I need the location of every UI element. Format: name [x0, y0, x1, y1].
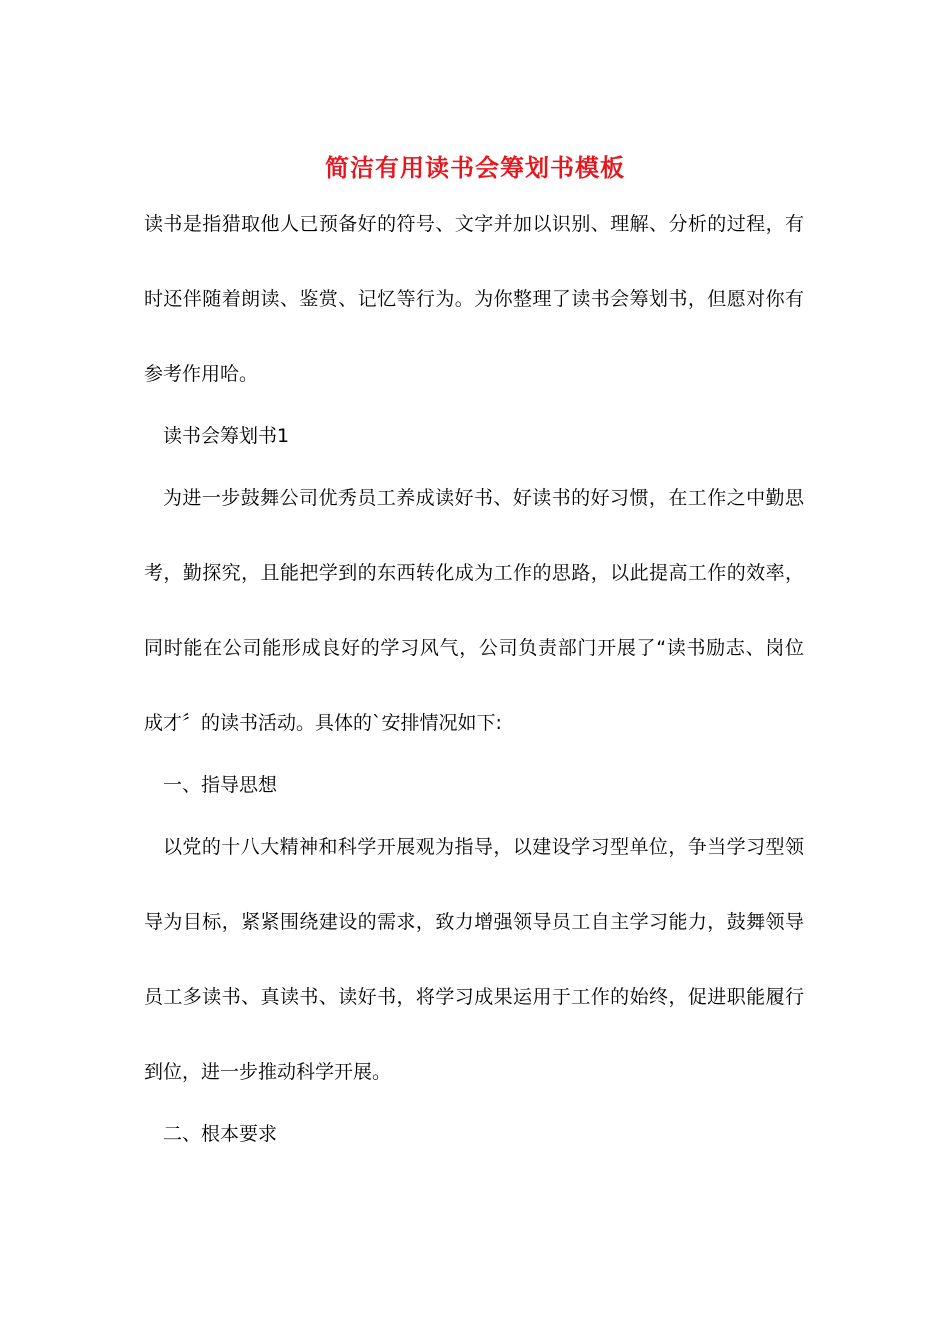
paragraph-line: 读书是指猎取他人已预备好的符号、文字并加以识别、理解、分析的过程，有 — [144, 213, 804, 235]
paragraph-line: 到位，进一步推动科学开展。 — [144, 1061, 392, 1083]
paragraph-line: 以党的十八大精神和科学开展观为指导，以建设学习型单位，争当学习型领 — [163, 836, 804, 858]
paragraph-line: 参考作用哈。 — [144, 363, 259, 385]
section-heading: 读书会筹划书1 — [163, 425, 290, 447]
paragraph-line: 考，勤探究，且能把学到的东西转化成为工作的思路，以此提高工作的效率， — [144, 562, 804, 584]
paragraph-line: 为进一步鼓舞公司优秀员工养成读好书、好读书的好习惯，在工作之中勤思 — [163, 487, 804, 509]
paragraph-line: 同时能在公司能形成良好的学习风气，公司负责部门开展了“读书励志、岗位 — [144, 637, 804, 659]
paragraph-line: 时还伴随着朗读、鉴赏、记忆等行为。为你整理了读书会筹划书，但愿对你有 — [144, 288, 804, 310]
document-title: 简洁有用读书会筹划书模板 — [325, 153, 625, 182]
paragraph-line: 导为目标，紧紧围绕建设的需求，致力增强领导员工自主学习能力，鼓舞领导 — [144, 911, 804, 933]
section-heading: 一、指导思想 — [163, 774, 278, 796]
section-heading: 二、根本要求 — [163, 1123, 278, 1145]
paragraph-line: 员工多读书、真读书、读好书，将学习成果运用于工作的始终，促进职能履行 — [144, 986, 804, 1008]
paragraph-line: 成才〞的读书活动。具体的`安排情况如下: — [144, 712, 502, 734]
